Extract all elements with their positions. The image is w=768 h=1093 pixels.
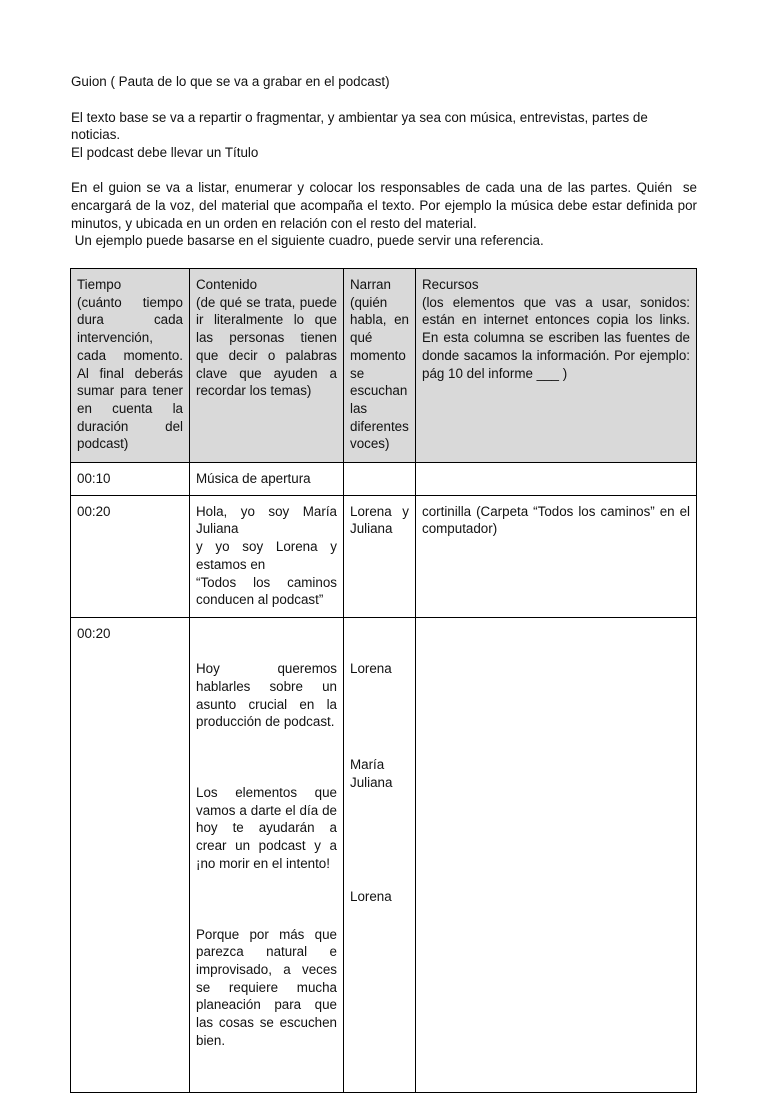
header-recursos: Recursos (los elementos que vas a usar, sonidos: están en internet entonces copia los links. En esta columna se escriben las fuentes de donde sacamos la información. Por ejemplo: pág 10 del informe ___ ) bbox=[416, 269, 697, 463]
example-note: Un ejemplo puede basarse en el siguiente cuadro, puede servir una referencia. bbox=[71, 233, 544, 249]
content-block: Los elementos que vamos a darte el día de hoy te ayudarán a crear un podcast y a ¡no morir en el intento! bbox=[196, 785, 341, 871]
cell-recursos bbox=[416, 617, 697, 1092]
table-row bbox=[71, 463, 697, 496]
content-block: Hoy queremos hablarles sobre un asunto crucial en la producción de podcast. bbox=[196, 661, 341, 730]
cell-tiempo: 00:10 bbox=[71, 463, 190, 496]
table-row bbox=[71, 495, 697, 617]
cell-contenido bbox=[190, 617, 344, 1092]
table-row bbox=[71, 617, 697, 1092]
document-body bbox=[71, 73, 701, 250]
cell-recursos: cortinilla (Carpeta “Todos los caminos” en el computador) bbox=[416, 495, 697, 617]
header-contenido: Contenido (de qué se trata, puede ir literalmente lo que las personas tienen que decir o palabras clave que ayuden a recordar los temas) bbox=[190, 269, 344, 463]
cell-contenido: Hola, yo soy María Juliana y yo soy Lorena y estamos en “Todos los caminos conducen al podcast” bbox=[190, 495, 344, 617]
cell-narran bbox=[344, 463, 416, 496]
cell-tiempo: 00:20 bbox=[71, 495, 190, 617]
table-header-row bbox=[71, 269, 697, 463]
narrator-name: Lorena bbox=[350, 661, 392, 677]
intro-line-1: El texto base se va a repartir o fragmentar, y ambientar ya sea con música, entrevistas, partes de noticias. bbox=[71, 109, 652, 143]
intro-line-2: El podcast debe llevar un Título bbox=[71, 144, 259, 160]
document-title: Guion ( Pauta de lo que se va a grabar en el podcast) bbox=[71, 74, 390, 89]
header-narran: Narran (quién habla, en qué momento se escuchan las diferentes voces) bbox=[344, 269, 416, 463]
narrator-name: María Juliana bbox=[350, 757, 393, 790]
narrator-name: Lorena bbox=[350, 889, 392, 905]
podcast-script-table bbox=[70, 268, 697, 1093]
cell-narran: Lorena y Juliana bbox=[344, 495, 416, 617]
cell-narran bbox=[344, 617, 416, 1092]
cell-contenido: Música de apertura bbox=[190, 463, 344, 496]
header-tiempo: Tiempo (cuánto tiempo dura cada intervención, cada momento. Al final deberás sumar para tener en cuenta la duración del podcast) bbox=[71, 269, 190, 463]
cell-recursos bbox=[416, 463, 697, 496]
content-block: Porque por más que parezca natural e improvisado, a veces se requiere mucha planeación para que las cosas se escuchen bien. bbox=[196, 926, 341, 1048]
instructions-paragraph: En el guion se va a listar, enumerar y colocar los responsables de cada una de las partes. Quién se encargará de la voz, del material que acompaña el texto. Por ejemplo la música debe estar definida por minutos, y ubicada en un orden en relación con el resto del material. bbox=[71, 180, 701, 231]
cell-tiempo: 00:20 bbox=[71, 617, 190, 1092]
